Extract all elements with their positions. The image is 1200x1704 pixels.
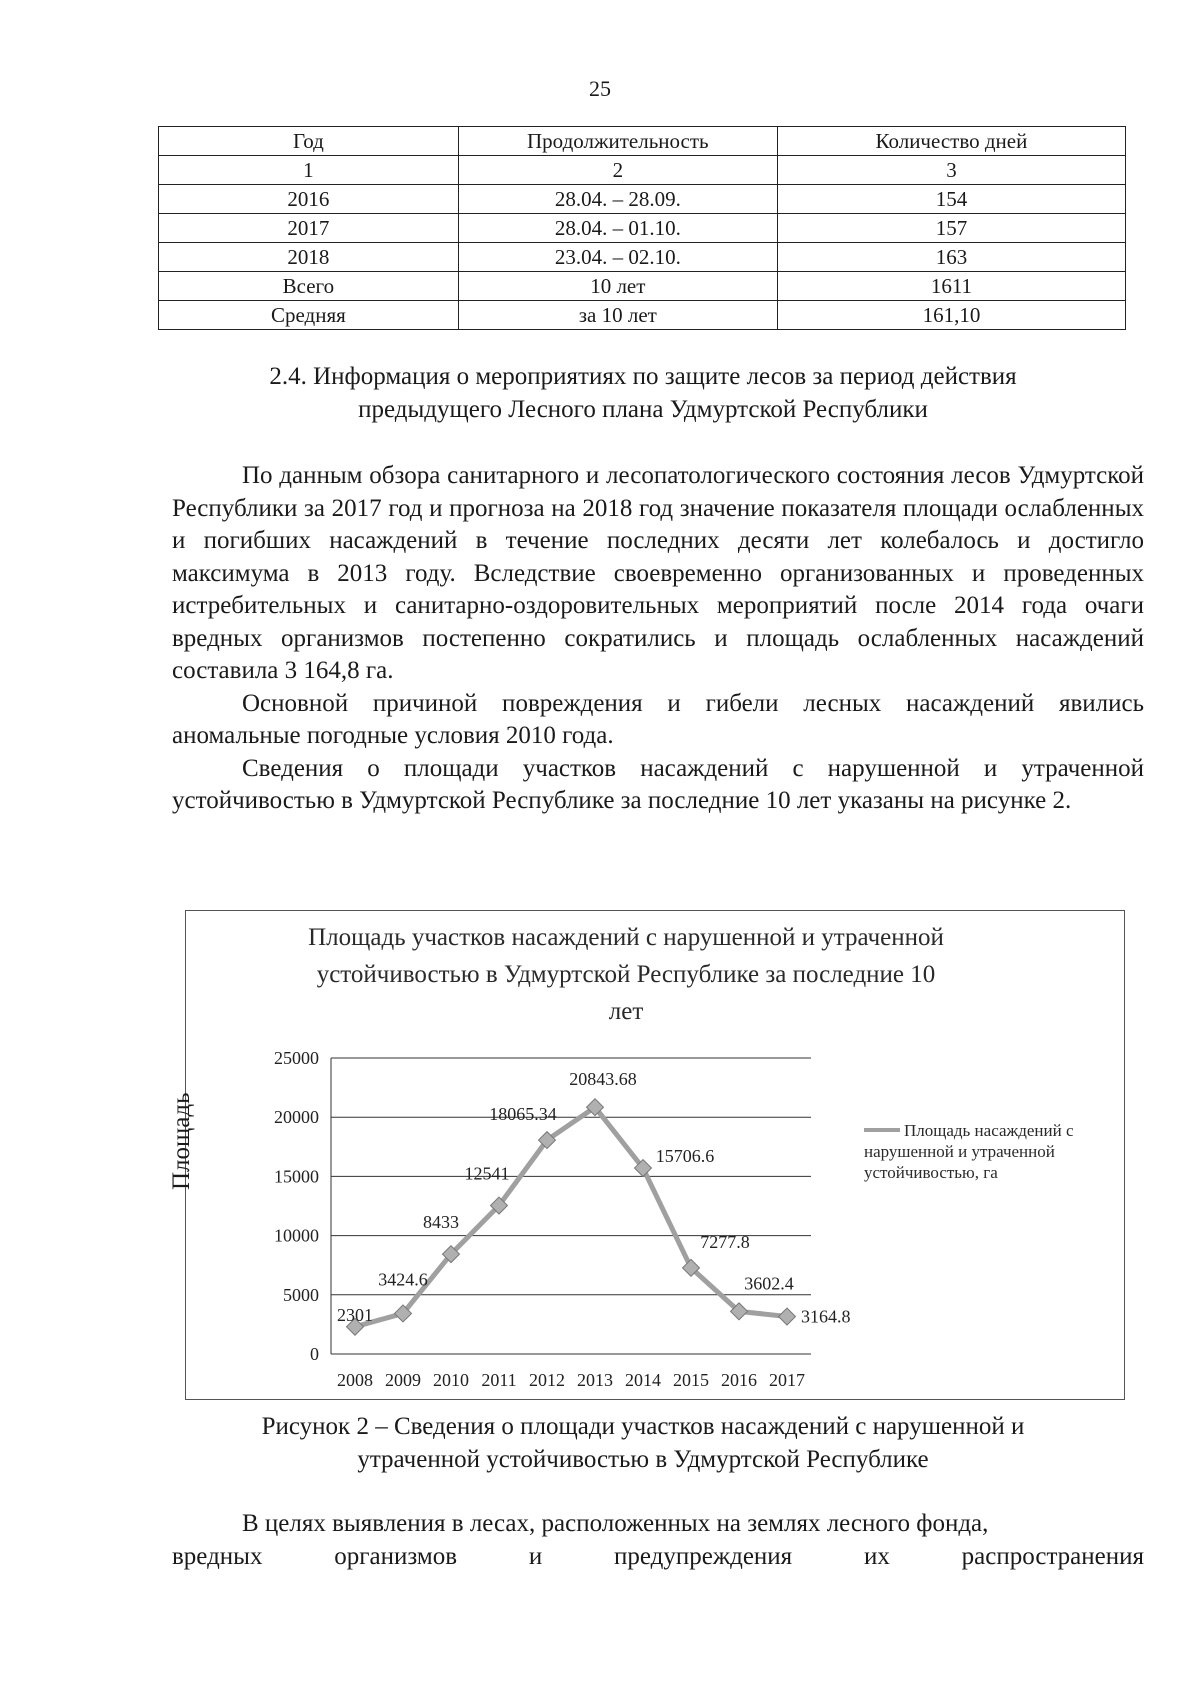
y-tick-label: 20000: [274, 1107, 319, 1128]
table-cell: 28.04. – 01.10.: [458, 214, 777, 243]
page-number: 25: [589, 76, 611, 101]
x-tick-label: 2008: [337, 1370, 373, 1390]
table-header-cell: Продолжительность: [458, 127, 777, 156]
y-tick-label: 5000: [283, 1284, 319, 1305]
paragraph: Сведения о площади участков насаждений с нарушенной и утраченной устойчивостью в Удмуртской Республике за последние 10 лет указаны на рисунке 2.: [172, 754, 1144, 814]
data-label: 3602.4: [744, 1273, 794, 1294]
table-row: [159, 156, 1126, 185]
data-label: 3424.6: [378, 1269, 428, 1290]
data-label: 3164.8: [801, 1306, 851, 1327]
data-label: 8433: [423, 1212, 459, 1233]
table-header-cell: Год: [159, 127, 459, 156]
table-row: [159, 243, 1126, 272]
table-cell: 161,10: [777, 301, 1125, 330]
paragraph: По данным обзора санитарного и лесопатологического состояния лесов Удмуртской Республики за 2017 год и прогноза на 2018 год значение показателя площади ослабленных и погибших насаждений в течение последних десяти лет колебалось и достигло максимума в 2013 году. Вследствие своевременно организованных и проведенных истребительных и санитарно-оздоровительных мероприятий после 2014 года очаги вредных организмов постепенно сократились и площадь ослабленных насаждений составила 3 164,8 га.: [172, 462, 1144, 684]
table-cell: 2016: [159, 185, 459, 214]
table-cell: 2: [458, 156, 777, 185]
table-cell: 10 лет: [458, 272, 777, 301]
series-line: [355, 1107, 787, 1327]
y-tick-label: 15000: [274, 1166, 319, 1187]
table-cell: Всего: [159, 272, 459, 301]
y-axis-label: Площадь: [168, 1092, 195, 1190]
table-cell: 157: [777, 214, 1125, 243]
table-row: [159, 301, 1126, 330]
data-label: 20843.68: [569, 1069, 637, 1090]
x-tick-label: 2009: [385, 1370, 421, 1390]
data-label: 18065.34: [489, 1104, 557, 1125]
table-cell: 2017: [159, 214, 459, 243]
x-tick-label: 2012: [529, 1370, 565, 1390]
body-paragraphs: [172, 460, 1144, 818]
table-cell: 163: [777, 243, 1125, 272]
section-heading-line: предыдущего Лесного плана Удмуртской Республики: [358, 396, 928, 423]
legend-swatch: [864, 1128, 900, 1132]
table-cell: 154: [777, 185, 1125, 214]
x-tick-label: 2015: [673, 1370, 709, 1390]
chart-title-line: Площадь участков насаждений с нарушенной и утраченной: [308, 924, 944, 951]
x-tick-label: 2013: [577, 1370, 613, 1390]
data-label: 2301: [337, 1304, 373, 1325]
closing-paragraph: [172, 1508, 1144, 1573]
table-cell: 1: [159, 156, 459, 185]
y-tick-label: 10000: [274, 1225, 319, 1246]
x-tick-label: 2014: [625, 1370, 661, 1390]
legend-line: [864, 1120, 1124, 1141]
table-row: [159, 185, 1126, 214]
figure-caption-line: Рисунок 2 – Сведения о площади участков насаждений с нарушенной и: [261, 1413, 1025, 1440]
x-tick-label: 2016: [721, 1370, 757, 1390]
table-cell: за 10 лет: [458, 301, 777, 330]
x-tick-label: 2010: [433, 1370, 469, 1390]
paragraph-line: вредных организмов и предупреждения их распространения: [172, 1542, 1144, 1570]
season-duration-table: [158, 126, 1126, 330]
data-point: [779, 1308, 796, 1325]
chart-legend: [864, 1120, 1124, 1183]
chart-title-line: устойчивостью в Удмуртской Республике за последние 10: [316, 961, 936, 988]
paragraph-line: В целях выявления в лесах, расположенных на землях лесного фонда,: [242, 1510, 989, 1537]
table-cell: 3: [777, 156, 1125, 185]
table-cell: 28.04. – 28.09.: [458, 185, 777, 214]
table-cell: 23.04. – 02.10.: [458, 243, 777, 272]
section-heading-line: 2.4. Информация о мероприятиях по защите лесов за период действия: [269, 363, 1017, 390]
figure-caption-line: утраченной устойчивостью в Удмуртской Республике: [357, 1446, 929, 1473]
legend-line: устойчивостью, га: [864, 1163, 998, 1182]
section-heading: [160, 360, 1126, 426]
paragraph: Основной причиной повреждения и гибели лесных насаждений явились аномальные погодные условия 2010 года.: [172, 689, 1144, 749]
table-row: [159, 214, 1126, 243]
table-cell: Средняя: [159, 301, 459, 330]
data-label: 7277.8: [700, 1231, 750, 1252]
table-cell: 2018: [159, 243, 459, 272]
x-tick-label: 2011: [481, 1370, 517, 1390]
x-tick-label: 2017: [769, 1370, 805, 1390]
table-row: [159, 272, 1126, 301]
table-cell: 1611: [777, 272, 1125, 301]
table-header-row: [159, 127, 1126, 156]
data-label: 12541: [464, 1163, 510, 1184]
chart-title-line: лет: [608, 998, 644, 1025]
figure-caption: [160, 1410, 1126, 1476]
y-tick-label: 0: [310, 1344, 319, 1364]
legend-text: Площадь насаждений с: [904, 1121, 1074, 1140]
legend-line: нарушенной и утраченной: [864, 1142, 1055, 1161]
data-label: 15706.6: [655, 1146, 715, 1167]
y-tick-label: 25000: [274, 1048, 319, 1068]
table-header-cell: Количество дней: [777, 127, 1125, 156]
